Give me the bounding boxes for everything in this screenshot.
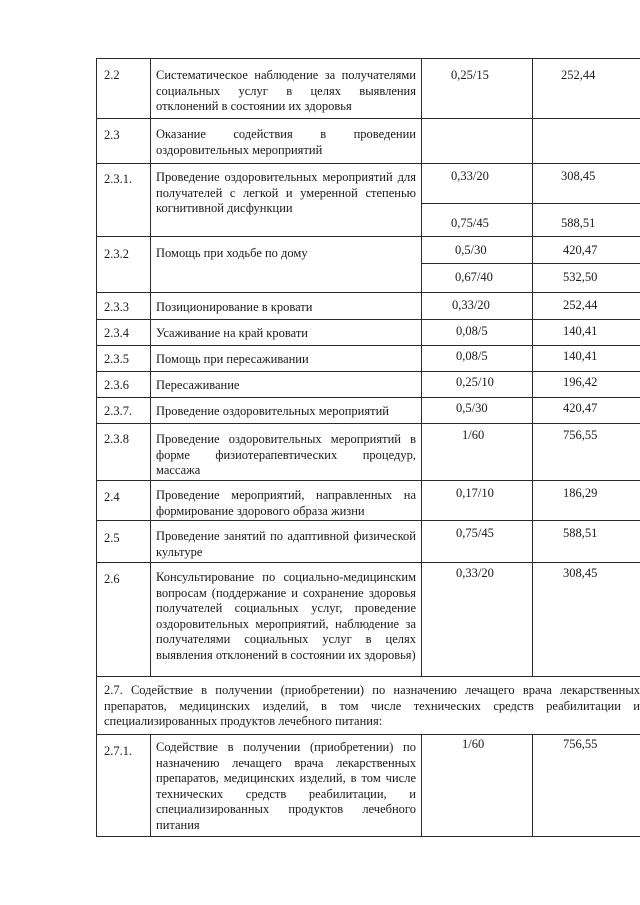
row-description: Помощь при ходьбе по дому — [156, 246, 308, 260]
section-heading: 2.7. Содействие в получении (приобретении) по назначению лечащего врача лекарственных препаратов, медицинских изделий, в том числе технических средств реабилитации и специализированных продуктов лечебного питания: — [104, 683, 640, 728]
row-rate: 0,08/5 — [456, 349, 488, 363]
row-description: Оказание содействия в проведении оздоровительных мероприятий — [156, 127, 416, 157]
row-rate: 0,33/20 — [456, 566, 494, 580]
row-description: Проведение занятий по адаптивной физической культуре — [156, 529, 416, 559]
row-number: 2.7.1. — [104, 744, 133, 758]
row-description: Позиционирование в кровати — [156, 300, 313, 314]
row-price: 420,47 — [563, 401, 598, 415]
row-rate: 0,33/20 — [451, 169, 489, 183]
grid-line — [96, 734, 640, 735]
row-description: Проведение оздоровительных мероприятий для получателей с легкой и умеренной степенью когнитивной дисфункции — [156, 170, 416, 215]
grid-line — [96, 836, 640, 837]
row-number: 2.5 — [104, 531, 120, 545]
row-price: 308,45 — [563, 566, 598, 580]
row-price: 756,55 — [563, 428, 598, 442]
row-description: Усаживание на край кровати — [156, 326, 308, 340]
grid-line — [96, 345, 640, 346]
row-price: 756,55 — [563, 737, 598, 751]
row-number: 2.3 — [104, 128, 120, 142]
grid-line — [96, 520, 640, 521]
row-description: Проведение оздоровительных мероприятий в форме физиотерапевтических процедур, массажа — [156, 432, 416, 477]
row-number: 2.3.8 — [104, 432, 129, 446]
row-rate: 0,08/5 — [456, 324, 488, 338]
grid-line — [96, 58, 640, 59]
row-price: 252,44 — [561, 68, 596, 82]
grid-line — [96, 58, 97, 836]
row-number: 2.3.6 — [104, 378, 129, 392]
row-number: 2.6 — [104, 572, 120, 586]
row-rate-alt: 0,67/40 — [455, 270, 493, 284]
row-rate: 0,25/10 — [456, 375, 494, 389]
row-price: 140,41 — [563, 349, 598, 363]
row-description: Проведение оздоровительных мероприятий — [156, 404, 389, 418]
row-price: 308,45 — [561, 169, 596, 183]
row-description: Систематическое наблюдение за получателями социальных услуг в целях выявления отклонений в состоянии их здоровья — [156, 68, 416, 113]
row-description: Помощь при пересаживании — [156, 352, 309, 366]
row-rate: 0,33/20 — [452, 298, 490, 312]
row-number: 2.3.2 — [104, 247, 129, 261]
grid-line — [150, 734, 151, 836]
row-number: 2.4 — [104, 490, 120, 504]
grid-line — [421, 203, 640, 204]
grid-line — [96, 371, 640, 372]
row-rate: 1/60 — [462, 428, 485, 442]
row-description: Пересаживание — [156, 378, 240, 392]
row-description: Проведение мероприятий, направленных на формирование здорового образа жизни — [156, 488, 416, 518]
row-price: 252,44 — [563, 298, 598, 312]
row-price: 588,51 — [563, 526, 598, 540]
grid-line — [96, 319, 640, 320]
grid-line — [96, 163, 640, 164]
grid-line — [96, 423, 640, 424]
grid-line — [96, 562, 640, 563]
row-number: 2.2 — [104, 68, 120, 82]
row-rate: 1/60 — [462, 737, 485, 751]
grid-line — [96, 118, 640, 119]
grid-line — [421, 58, 422, 676]
grid-line — [532, 734, 533, 836]
row-price: 196,42 — [563, 375, 598, 389]
row-price: 140,41 — [563, 324, 598, 338]
row-rate: 0,5/30 — [456, 401, 488, 415]
grid-line — [96, 397, 640, 398]
row-number: 2.3.3 — [104, 300, 129, 314]
row-rate: 0,25/15 — [451, 68, 489, 82]
grid-line — [96, 480, 640, 481]
grid-line — [150, 58, 151, 676]
grid-line — [96, 236, 640, 237]
row-number: 2.3.1. — [104, 172, 133, 186]
row-number: 2.3.4 — [104, 326, 129, 340]
row-description: Консультирование по социально-медицинским вопросам (поддержание и сохранение здоровья получателей социальных услуг, проведение оздоровительных мероприятий, наблюдение за получателями социальных услуг в целях выявления отклонений в состоянии их здоровья) — [156, 570, 416, 662]
row-rate: 0,5/30 — [455, 243, 487, 257]
row-rate: 0,75/45 — [456, 526, 494, 540]
grid-line — [96, 292, 640, 293]
grid-line — [421, 263, 640, 264]
row-price: 186,29 — [563, 486, 598, 500]
row-description: Содействие в получении (приобретении) по назначению лечащего врача лекарственных препаратов, медицинских изделий, в том числе технических средств реабилитации, и специализированных продуктов лечебного питания — [156, 740, 416, 832]
grid-line — [532, 58, 533, 676]
row-price-alt: 588,51 — [561, 216, 596, 230]
grid-line — [96, 676, 640, 677]
row-rate-alt: 0,75/45 — [451, 216, 489, 230]
grid-line — [421, 734, 422, 836]
row-number: 2.3.5 — [104, 352, 129, 366]
row-price-alt: 532,50 — [563, 270, 598, 284]
row-price: 420,47 — [563, 243, 598, 257]
row-rate: 0,17/10 — [456, 486, 494, 500]
row-number: 2.3.7. — [104, 404, 133, 418]
